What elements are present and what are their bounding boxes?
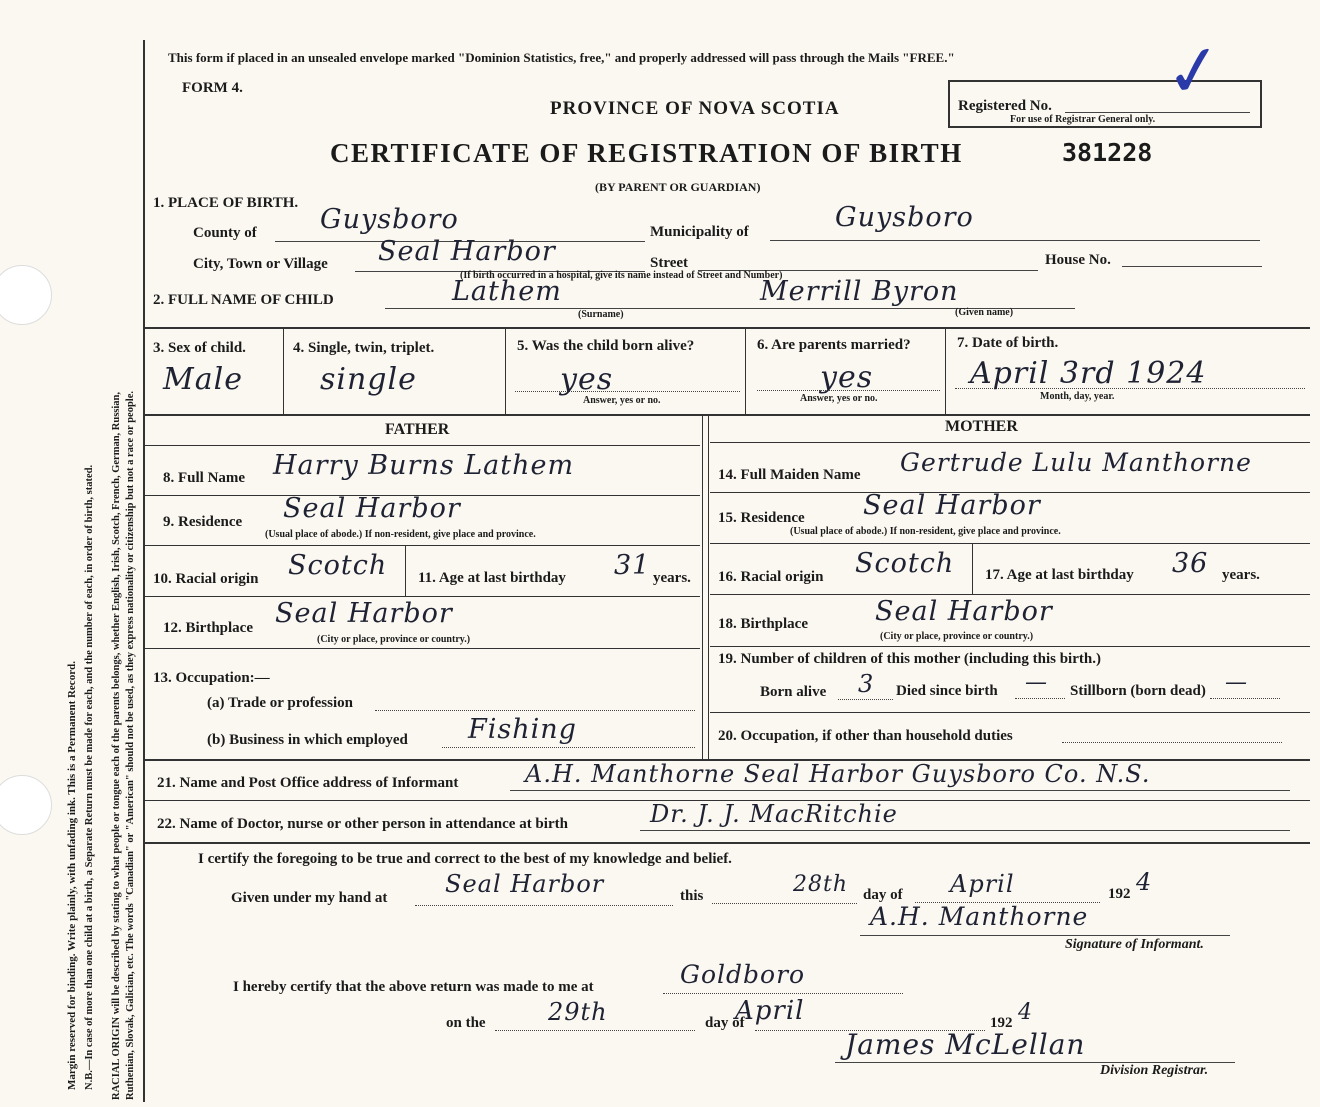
mother-birthplace-label: 18. Birthplace bbox=[718, 616, 808, 632]
born-alive-count-label: Born alive bbox=[760, 684, 827, 700]
father-business-label: (b) Business in which employed bbox=[207, 732, 408, 748]
registrar-statement: I hereby certify that the above return was made to me at bbox=[233, 979, 594, 995]
mother-row-rule-4 bbox=[710, 646, 1310, 647]
father-origin-divider bbox=[405, 546, 406, 596]
parents-divider-a bbox=[702, 414, 703, 759]
father-origin-value: Scotch bbox=[288, 550, 388, 581]
house-number-line bbox=[1122, 266, 1262, 267]
row-divider-5 bbox=[145, 842, 1310, 844]
municipality-value: Guysboro bbox=[835, 202, 974, 233]
died-value: — bbox=[1025, 670, 1048, 695]
registered-line bbox=[1065, 112, 1250, 113]
street-label: Street bbox=[650, 255, 689, 271]
registrar-day-value: 29th bbox=[548, 998, 608, 1026]
parents-married-value: yes bbox=[820, 360, 874, 395]
born-alive-count-line bbox=[838, 699, 893, 700]
binding-hole-bottom bbox=[0, 775, 52, 835]
registrar-month-value: April bbox=[735, 996, 805, 1026]
margin-note-3: RACIAL ORIGIN will be described by stating to what people or tongue each of the parents belongs, whether English, Irish, Scotch, French, German, Russian, bbox=[111, 391, 122, 1100]
registrar-caption: Division Registrar. bbox=[1100, 1063, 1209, 1078]
mother-name-value: Gertrude Lulu Manthorne bbox=[900, 448, 1252, 477]
year-digit: 4 bbox=[1136, 868, 1153, 896]
father-trade-line bbox=[375, 710, 695, 711]
died-line bbox=[1015, 698, 1065, 699]
father-trade-label: (a) Trade or profession bbox=[207, 695, 353, 711]
father-row-rule-2 bbox=[145, 545, 700, 546]
mother-residence-caption: (Usual place of abode.) If non-resident, give place and province. bbox=[790, 526, 1061, 537]
born-alive-line bbox=[515, 391, 740, 392]
father-row-rule-4 bbox=[145, 648, 700, 649]
certificate-title: CERTIFICATE OF REGISTRATION OF BIRTH bbox=[330, 138, 963, 168]
informant-signature-caption: Signature of Informant. bbox=[1065, 937, 1204, 952]
county-label: County of bbox=[193, 225, 257, 241]
certificate-subtitle: (BY PARENT OR GUARDIAN) bbox=[595, 180, 761, 194]
child-surname: Lathem bbox=[452, 276, 562, 307]
day-line bbox=[712, 903, 857, 904]
doctor-line bbox=[640, 830, 1290, 831]
this-label: this bbox=[680, 888, 704, 904]
given-place-value: Seal Harbor bbox=[445, 870, 605, 898]
place-of-birth-label: 1. PLACE OF BIRTH. bbox=[153, 195, 299, 211]
mother-heading: MOTHER bbox=[945, 418, 1018, 435]
county-value: Guysboro bbox=[320, 204, 459, 235]
mother-origin-divider bbox=[972, 544, 973, 594]
col-divider-5 bbox=[745, 328, 746, 414]
binding-hole-top bbox=[0, 265, 52, 325]
margin-note-2: N.B.—In case of more than one child at a birth, a Separate Return must be made for each, and the number of each, in order of birth, stated. bbox=[84, 464, 95, 1090]
date-of-birth-label: 7. Date of birth. bbox=[957, 335, 1059, 351]
born-alive-count-value: 3 bbox=[858, 670, 875, 698]
father-heading-rule bbox=[145, 445, 700, 446]
father-row-rule-3 bbox=[145, 596, 700, 597]
mother-origin-value: Scotch bbox=[855, 548, 955, 579]
mother-age-label: 17. Age at last birthday bbox=[985, 567, 1134, 583]
surname-caption: (Surname) bbox=[578, 309, 624, 320]
informant-signature: A.H. Manthorne bbox=[870, 902, 1089, 931]
sex-value: Male bbox=[163, 362, 243, 397]
informant-value: A.H. Manthorne Seal Harbor Guysboro Co. N.S. bbox=[525, 760, 1151, 788]
father-age-value: 31 bbox=[614, 550, 651, 581]
margin-note-4: Ruthenian, Slovak, Galician, etc. The words "Canadian" or "American" should not be used, as they express nationality or citizenship but not a race or people. bbox=[125, 391, 136, 1100]
registrar-day-line bbox=[495, 1030, 695, 1031]
mother-heading-rule bbox=[710, 442, 1310, 443]
father-residence-value: Seal Harbor bbox=[283, 493, 461, 524]
registrar-year-digit: 4 bbox=[1018, 1000, 1033, 1025]
father-heading: FATHER bbox=[385, 421, 450, 438]
certify-statement: I certify the foregoing to be true and correct to the best of my knowledge and belief. bbox=[198, 851, 732, 867]
registrar-signature: James McLellan bbox=[845, 1028, 1086, 1061]
child-given-name: Merrill Byron bbox=[760, 276, 959, 307]
father-birthplace-caption: (City or place, province or country.) bbox=[317, 634, 471, 645]
mother-age-value: 36 bbox=[1172, 548, 1209, 579]
province-title: PROVINCE OF NOVA SCOTIA bbox=[550, 98, 840, 119]
mother-birthplace-caption: (City or place, province or country.) bbox=[880, 631, 1034, 642]
father-age-label: 11. Age at last birthday bbox=[418, 570, 566, 586]
date-of-birth-value: April 3rd 1924 bbox=[970, 356, 1207, 391]
mother-row-rule-2 bbox=[710, 543, 1310, 544]
parents-married-label: 6. Are parents married? bbox=[757, 337, 911, 353]
born-alive-label: 5. Was the child born alive? bbox=[517, 338, 695, 354]
mother-occupation-label: 20. Occupation, if other than household duties bbox=[718, 728, 1013, 744]
mother-row-rule-3 bbox=[710, 594, 1310, 595]
registrar-year-prefix: 192 bbox=[990, 1015, 1013, 1031]
stillborn-value: — bbox=[1225, 670, 1248, 695]
row-divider-2 bbox=[145, 414, 1310, 416]
father-business-line bbox=[442, 747, 695, 748]
registered-label: Registered No. bbox=[958, 98, 1052, 114]
plurality-label: 4. Single, twin, triplet. bbox=[293, 340, 435, 356]
died-label: Died since birth bbox=[896, 683, 998, 699]
born-alive-value: yes bbox=[560, 362, 614, 397]
year-prefix: 192 bbox=[1108, 886, 1131, 902]
day-of-label: day of bbox=[863, 887, 903, 903]
stillborn-line bbox=[1210, 698, 1280, 699]
house-number-label: House No. bbox=[1045, 252, 1111, 268]
municipality-label: Municipality of bbox=[650, 224, 749, 240]
father-residence-caption: (Usual place of abode.) If non-resident, give place and province. bbox=[265, 529, 536, 540]
informant-label: 21. Name and Post Office address of Informant bbox=[157, 775, 459, 791]
father-name-value: Harry Burns Lathem bbox=[273, 450, 575, 481]
registrar-day-of: day of bbox=[705, 1015, 745, 1031]
father-birthplace-value: Seal Harbor bbox=[275, 598, 453, 629]
mother-row-rule-5 bbox=[710, 712, 1310, 713]
registrar-on-the: on the bbox=[446, 1015, 486, 1031]
checkmark-icon: ✓ bbox=[1160, 30, 1229, 115]
month-value: April bbox=[950, 870, 1015, 898]
registrar-place-value: Goldboro bbox=[680, 960, 806, 989]
mother-children-label: 19. Number of children of this mother (including this birth.) bbox=[718, 651, 1101, 667]
plurality-value: single bbox=[320, 362, 417, 397]
date-of-birth-caption: Month, day, year. bbox=[1040, 391, 1115, 402]
father-origin-label: 10. Racial origin bbox=[153, 571, 259, 587]
form-number: FORM 4. bbox=[182, 80, 243, 96]
hospital-note: (If birth occurred in a hospital, give its name instead of Street and Number) bbox=[460, 270, 783, 281]
informant-signature-line bbox=[860, 935, 1230, 936]
stillborn-label: Stillborn (born dead) bbox=[1070, 683, 1206, 699]
city-label: City, Town or Village bbox=[193, 256, 328, 272]
margin-note-1: Margin reserved for binding. Write plainly, with unfading ink. This is a Permanent Record. bbox=[66, 661, 78, 1090]
row-divider-1 bbox=[145, 327, 1310, 329]
doctor-value: Dr. J. J. MacRitchie bbox=[650, 800, 898, 828]
col-divider-6 bbox=[945, 328, 946, 414]
registrar-note: For use of Registrar General only. bbox=[1010, 114, 1156, 125]
child-name-label: 2. FULL NAME OF CHILD bbox=[153, 292, 334, 308]
day-value: 28th bbox=[793, 872, 849, 897]
col-divider-3 bbox=[283, 328, 284, 414]
registrar-place-line bbox=[663, 993, 903, 994]
mother-origin-label: 16. Racial origin bbox=[718, 569, 824, 585]
mail-notice: This form if placed in an unsealed envelope marked "Dominion Statistics, free," and properly addressed will pass through the Mails "FREE." bbox=[168, 50, 955, 65]
father-occupation-label: 13. Occupation:— bbox=[153, 670, 270, 686]
father-name-label: 8. Full Name bbox=[163, 470, 246, 486]
father-business-value: Fishing bbox=[468, 714, 577, 745]
given-place-line bbox=[415, 905, 673, 906]
col-divider-4 bbox=[505, 328, 506, 414]
mother-age-years: years. bbox=[1222, 567, 1260, 583]
municipality-line bbox=[770, 240, 1260, 241]
certificate-number: 381228 bbox=[1062, 138, 1153, 167]
doctor-label: 22. Name of Doctor, nurse or other person in attendance at birth bbox=[157, 816, 568, 832]
father-birthplace-label: 12. Birthplace bbox=[163, 620, 253, 636]
mother-name-label: 14. Full Maiden Name bbox=[718, 467, 861, 483]
mother-residence-value: Seal Harbor bbox=[863, 490, 1041, 521]
parents-divider-b bbox=[708, 414, 709, 759]
father-residence-label: 9. Residence bbox=[163, 514, 243, 530]
mother-occupation-line bbox=[1062, 742, 1282, 743]
given-under-label: Given under my hand at bbox=[231, 890, 388, 906]
informant-line bbox=[510, 790, 1290, 791]
mother-residence-label: 15. Residence bbox=[718, 510, 805, 526]
city-value: Seal Harbor bbox=[378, 236, 556, 267]
born-alive-caption: Answer, yes or no. bbox=[583, 395, 661, 406]
sex-label: 3. Sex of child. bbox=[153, 340, 246, 356]
father-age-years: years. bbox=[653, 570, 691, 586]
parents-married-caption: Answer, yes or no. bbox=[800, 393, 878, 404]
mother-birthplace-value: Seal Harbor bbox=[875, 596, 1053, 627]
given-name-caption: (Given name) bbox=[955, 307, 1014, 318]
